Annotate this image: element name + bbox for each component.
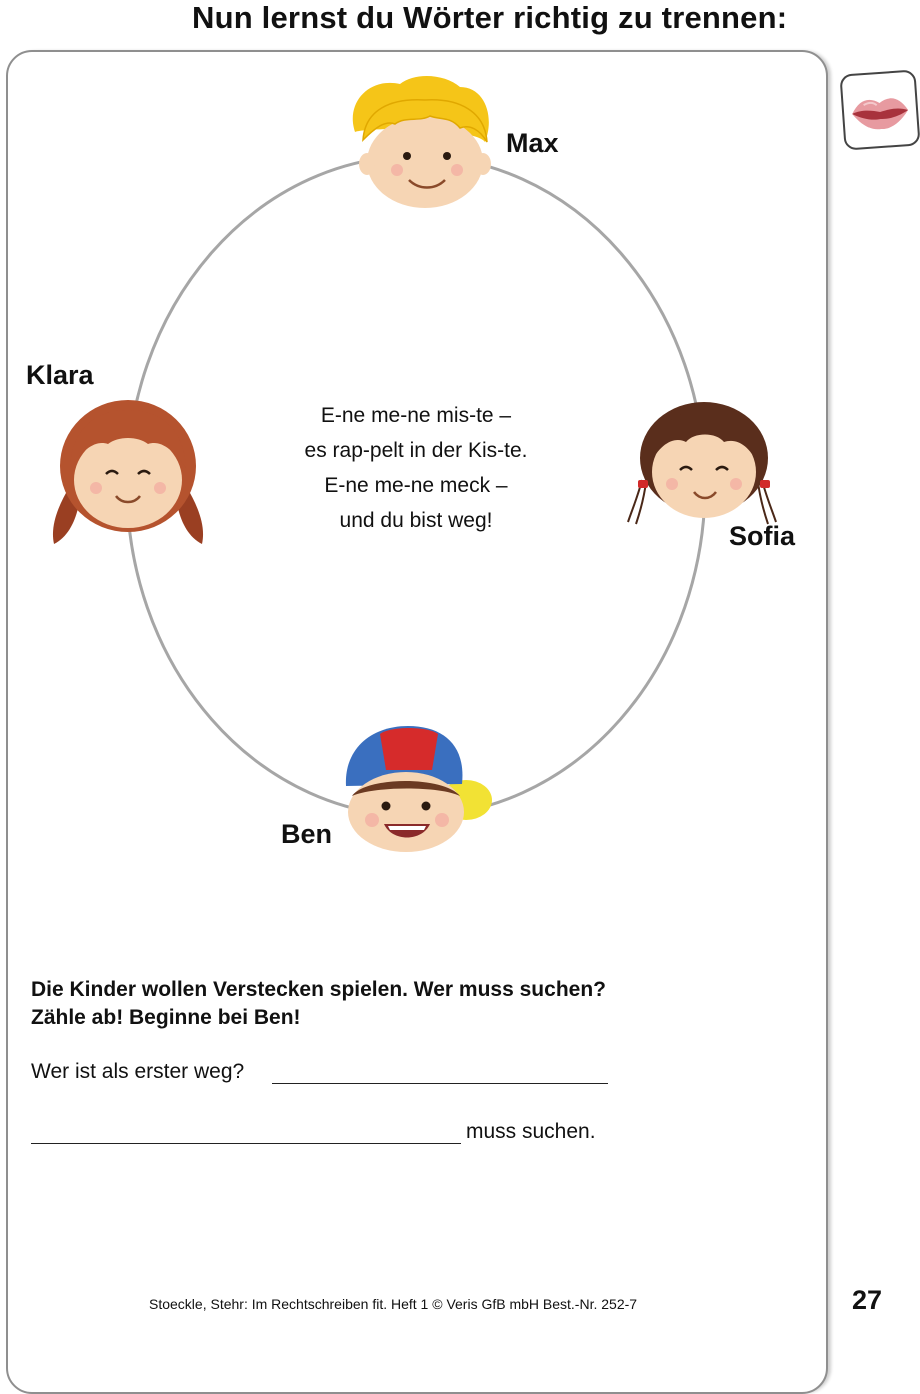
max-face (345, 72, 495, 217)
answer-line-first-out[interactable] (272, 1083, 608, 1084)
name-klara: Klara (26, 360, 94, 390)
ben-face (340, 724, 494, 857)
question-first-out: Wer ist als erster weg? (31, 1060, 245, 1083)
rhyme-line: es rap-pelt in der Kis-te. (304, 439, 528, 462)
rhyme-line: E-ne me-ne mis-te – (320, 404, 512, 427)
sofia-face (624, 400, 784, 531)
answer-line-searcher[interactable] (31, 1143, 461, 1144)
name-sofia: Sofia (729, 521, 796, 551)
question-must-search: muss suchen. (466, 1120, 596, 1143)
name-ben: Ben (281, 819, 333, 849)
counting-rhyme (266, 398, 566, 538)
rhyme-line: E-ne me-ne meck – (324, 474, 508, 497)
klara-face (48, 396, 208, 553)
task-line-2: Zähle ab! Beginne bei Ben! (31, 1006, 301, 1029)
task-instructions (31, 976, 606, 1032)
page-title: Nun lernst du Wörter richtig zu trennen: (192, 0, 788, 35)
page-number: 27 (852, 1285, 883, 1315)
rhyme-line: und du bist weg! (339, 509, 493, 532)
name-max: Max (506, 128, 559, 158)
task-line-1: Die Kinder wollen Verstecken spielen. Wer muss suchen? (31, 978, 606, 1001)
footer-credits: Stoeckle, Stehr: Im Rechtschreiben fit. Heft 1 © Veris GfB mbH Best.-Nr. 252-7 (149, 1296, 638, 1312)
